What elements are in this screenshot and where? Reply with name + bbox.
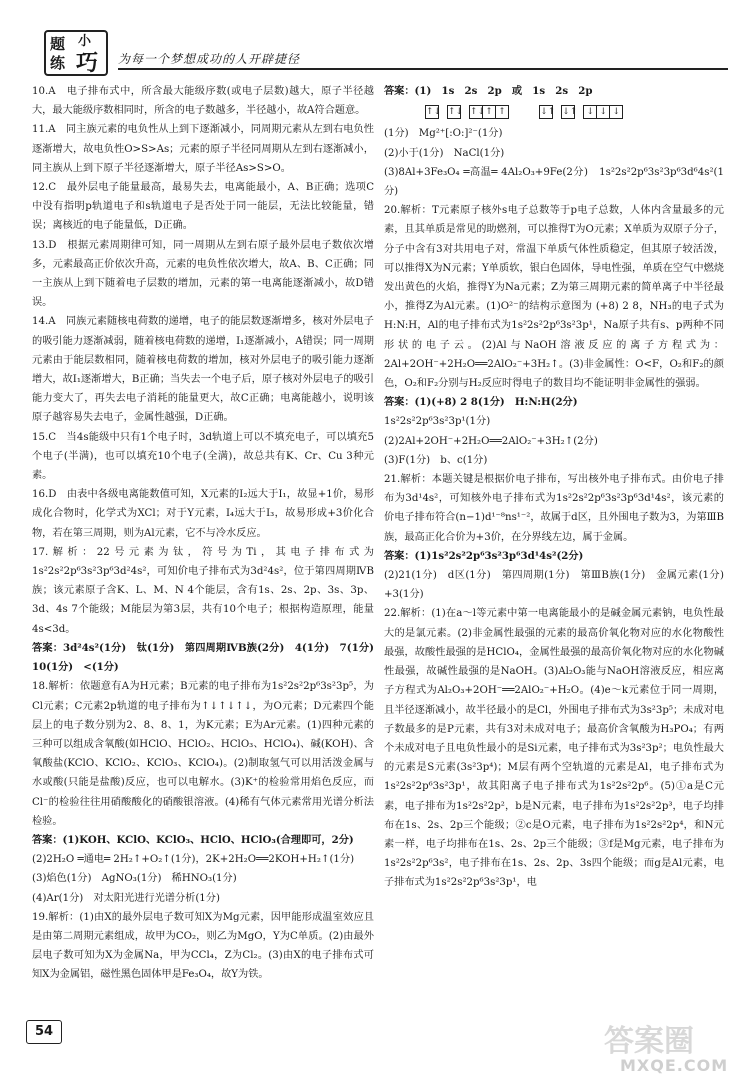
header-rule <box>118 68 728 70</box>
watermark-url: MXQE.COM <box>620 1056 729 1075</box>
logo-char: 题 <box>50 35 66 53</box>
answer-19-key-3: (2)小于(1分) NaCl(1分) <box>384 147 505 159</box>
orbital-box: ↓↑ <box>562 107 578 118</box>
logo-char: 巧 <box>76 50 99 76</box>
answer-20-key-2: 1s²2s²2p⁶3s²3p¹(1分) <box>384 416 491 428</box>
orbital-box: ↑ <box>495 105 509 119</box>
answer-19-key-1: 答案：(1) 1s 2s 2p 或 1s 2s 2p <box>384 85 593 97</box>
orbital-box: ↓ <box>583 105 597 119</box>
right-column <box>384 82 735 893</box>
page-footer <box>26 1020 62 1044</box>
orbital-boxes <box>426 105 509 119</box>
answer-13: 13.D 根据元素周期律可知，同一周期从左到右原子最外层电子数依次增多，元素最高正价依次升高，元素的电负性依次增大，故A、B、C正确；同一主族从上到下随着电子层数的增加，元素的第一电离能逐渐减小，故D错误。 <box>32 239 374 309</box>
left-column <box>32 82 385 985</box>
watermark: 答案圈 <box>604 1024 694 1059</box>
answer-19-explain: 19.解析：(1)由X的最外层电子数可知X为Mg元素，因甲能形成温室效应且是由第二周期元素组成，故甲为CO₂，则乙为MgO，Y为C单质。(2)由最外层电子数可知为X为金属Na，甲为CCl₄，Z为Cl₂。(3)由X的电子排布式可知X为金属铝，磁性黑色固体甲是Fe₃O₄，故Y为铁。 <box>32 911 374 981</box>
logo <box>44 30 108 76</box>
answer-12: 12.C 最外层电子能量最高，最易失去，电离能最小，A、B正确；选项C中没有指明p轨道电子和s轨道电子是否处于同一能层，无法比较能量，错误；离核近的电子能量低，D正确。 <box>32 182 374 232</box>
page-header <box>0 0 750 78</box>
answer-17-key: 答案：3d²4s²(1分) 钛(1分) 第四周期ⅣB族(2分) 4(1分) 7(1分) 10(1分) <(1分) <box>32 641 385 674</box>
orbital-diagrams <box>424 103 724 122</box>
answer-20-explain: 20.解析：T元素原子核外s电子总数等于p电子总数，人体内含量最多的元素，且其单质是常见的助燃剂，可以推得T为O元素；X单质为双原子分子，分子中含有3对共用电子对，常温下单质气体性质稳定，但其原子较活泼，可以推得X为N元素；Y单质软，银白色固体，导电性强，单质在空气中燃烧发出黄色的火焰，推得Y为Na元素；Z为第三周期元素的简单离子中半径最小，推得Z为Al元素。(1)O²⁻的结构示意图为 (+8) 2 8，NH₃的电子式为H:N:H，Al的电子排布式为1s²2s²2p⁶3s²3p¹，Na原子共有s、p两种不同形状的电子云。(2)Al与NaOH溶液反应的离子方程式为：2Al+2OH⁻+2H₂O══2AlO₂⁻+3H₂↑。(3)非金属性：O<F，O₂和F₂的颜色，O₂和F₂分别与H₂反应时得电子的数目均不能证明非金属性的强弱。 <box>384 205 724 390</box>
answer-18-key-1: 答案：(1)KOH、KClO、KClO₃、HClO、HClO₃(合理即可，2分) <box>32 833 354 846</box>
answer-18-key-3: (3)焰色(1分) AgNO₃(1分) 稀HNO₃(1分) <box>32 873 237 885</box>
answer-21-key-1: 答案：(1)1s²2s²2p⁶3s²3p⁶3d¹4s²(2分) <box>384 549 584 562</box>
orbital-box: ↑↓ <box>426 107 442 118</box>
answer-19-key-2: (1分) Mg²⁺[:O:]²⁻(1分) <box>384 128 503 140</box>
answer-21-key-2: (2)21(1分) d区(1分) 第四周期(1分) 第ⅢB族(1分) 金属元素(1分) +3(1分) <box>384 570 735 601</box>
orbital-box: ↑↓ <box>470 107 486 118</box>
answer-22-explain: 22.解析：(1)在a～l等元素中第一电离能最小的是碱金属元素钠，电负性最大的是氯元素。(2)非金属性最强的元素的最高价氧化物对应的水化物酸性最强，故酸性最强的是HClO₄，金属性最强的最高价氧化物对应的水化物碱性最强，故碱性最强的是NaOH。(3)Al₂O₃能与NaOH溶液反应，相应离子方程式为Al₂O₃+2OH⁻══2AlO₂⁻+H₂O。(4)e～k元素位于同一周期，且半径逐渐减小，故半径最小的是Cl，外围电子排布式为3s²3p⁵；未成对电子数最多的是P元素，共有3对未成对电子；最高价含氧酸为H₃PO₄；有两个未成对电子且电负性最小的是Si元素，电子排布式为3s²3p²；电负性最大的元素是S元素(3s²3p⁴)；M层有两个空轨道的元素是Al，电子排布式为1s²2s²2p⁶3s²3p¹，故其阳离子电子排布式为1s²2s²2p⁶。(5)①a是C元素，电子排布为1s²2s²2p²，b是N元素，电子排布为1s²2s²2p³，电子均排布在1s、2s、2p三个能级；②c是O元素，电子排布为1s²2s²2p⁴，和N元素一样，电子均排布在1s、2s、2p三个能级；③f是Mg元素，电子排布为1s²2s²2p⁶3s²，电子排布在1s、2s、2p、3s四个能级；而g是Al元素，电子排布式为1s²2s²2p⁶3s²3p¹，电 <box>384 608 724 889</box>
orbital-box: ↑ <box>482 105 496 119</box>
orbital-box: ↓ <box>609 105 623 119</box>
answer-20-key-3: (2)2Al+2OH⁻+2H₂O══2AlO₂⁻+3H₂↑(2分) <box>384 435 598 447</box>
orbital-box: ↑↓ <box>448 107 464 118</box>
orbital-boxes <box>540 105 623 119</box>
answer-17-explain: 17.解析：22号元素为钛，符号为Ti，其电子排布式为1s²2s²2p⁶3s²3p⁶3d²4s²，可知价电子排布式为3d²4s²，位于第四周期ⅣB族；该元素原子含K、L、M、N 4个能层，含有1s、2s、2p、3s、3p、3d、4s 7个能级；M能层为第3层，共有10个电子；根据构造原理，能量4s<3d。 <box>32 546 374 635</box>
answer-18-key-2: (2)2H₂O ═通电═ 2H₂↑+O₂↑(1分)，2K+2H₂O══2KOH+H₂↑(1分) <box>32 854 355 866</box>
answer-19-key-4: (3)8Al+3Fe₃O₄ ═高温═ 4Al₂O₃+9Fe(2分) 1s²2s²2p⁶3s²3p⁶3d⁶4s²(1分) <box>384 166 724 198</box>
logo-char: 小 <box>78 34 92 49</box>
answer-18-explain: 18.解析：依题意有A为H元素；B元素的电子排布为1s²2s²2p⁶3s²3p⁵，为Cl元素；C元素2p轨道的电子排布为↑↓↑↓↑↓，为O元素；D元素四个能层上的电子数分别为2、8、8、1，为K元素；E为Ar元素。(1)四种元素的三种可以组成含氧酸(如HClO、HClO₂、HClO₃、HClO₄)、碱(KOH)、含氧酸盐(KClO、KClO₂、KClO₃、KClO₄)。(2)制取氢气可以用活泼金属与水或酸(只能是盐酸)反应，也可以电解水。(3)K⁺的检验常用焰色反应，而Cl⁻的检验往往用硝酸酸化的硝酸银溶液。(4)稀有气体元素常用光谱分析法检验。 <box>32 681 374 827</box>
answer-15: 15.C 当4s能级中只有1个电子时，3d轨道上可以不填充电子，可以填充5个电子(半满)，也可以填充10个电子(全满)，故总共有K、Cr、Cu 3种元素。 <box>32 431 374 482</box>
answer-18-key-4: (4)Ar(1分) 对太阳光进行光谱分析(1分) <box>32 892 220 904</box>
orbital-box: ↓↑ <box>540 107 556 118</box>
answer-16: 16.D 由表中各级电离能数值可知，X元素的I₂远大于I₁，故显+1价，易形成化合物时，化学式为XCl；对于Y元素，I₄远大于I₃，故易形成+3价化合物，若在第三周期，则为Al元素，它不与冷水反应。 <box>32 489 374 539</box>
answer-20-key-1: 答案：(1)(+8) 2 8(1分) H:N:H(2分) <box>384 396 578 409</box>
orbital-diagram-b <box>540 105 623 119</box>
answer-10: 10.A 电子排布式中，所含最大能级序数(或电子层数)越大，原子半径越大，最大能级序数相同时，所含的电子数越多，半径越小，故A符合题意。 <box>32 86 374 117</box>
answer-14: 14.A 同族元素随核电荷数的递增，电子的能层数逐渐增多，核对外层电子的吸引能力逐渐减弱，随着核电荷数的递增，I₁逐渐减小，A错误；同一周期元素由于能层数相同，随着核电荷数的增加，核对外层电子的吸引能力逐渐增大，故I₁逐渐增大，B正确；当失去一个电子后，原子核对外层电子的吸引能力变大了，再失去电子消耗的能量更大，故C正确；电离能越小，说明该原子越容易失去电子，金属性越强，D正确。 <box>32 316 374 424</box>
answer-11: 11.A 同主族元素的电负性从上到下逐渐减小，同周期元素从左到右电负性逐渐增大，故电负性O>S>As；元素的原子半径同周期从左到右逐渐减小，同主族从上到下原子半径逐渐增大，原子半径As>S>O。 <box>32 124 374 174</box>
orbital-diagram-a <box>426 105 509 119</box>
page-number: 54 <box>26 1020 62 1044</box>
answer-21-explain: 21.解析：本题关键是根据价电子排布，写出核外电子排布式。由价电子排布为3d¹4s²，可知核外电子排布式为1s²2s²2p⁶3s²3p⁶3d¹4s²，该元素的价电子排布符合(n−1)d¹⁻⁸ns¹⁻²，故属于d区，且外围电子数为3，为第ⅢB族，最高正化合价为+3价，在分界线左边，属于金属。 <box>384 474 724 543</box>
answer-20-key-4: (3)F(1分) b、c(1分) <box>384 454 488 466</box>
orbital-box: ↓ <box>596 105 610 119</box>
slogan: 为每一个梦想成功的人开辟捷径 <box>118 52 301 66</box>
logo-char: 练 <box>50 54 66 72</box>
